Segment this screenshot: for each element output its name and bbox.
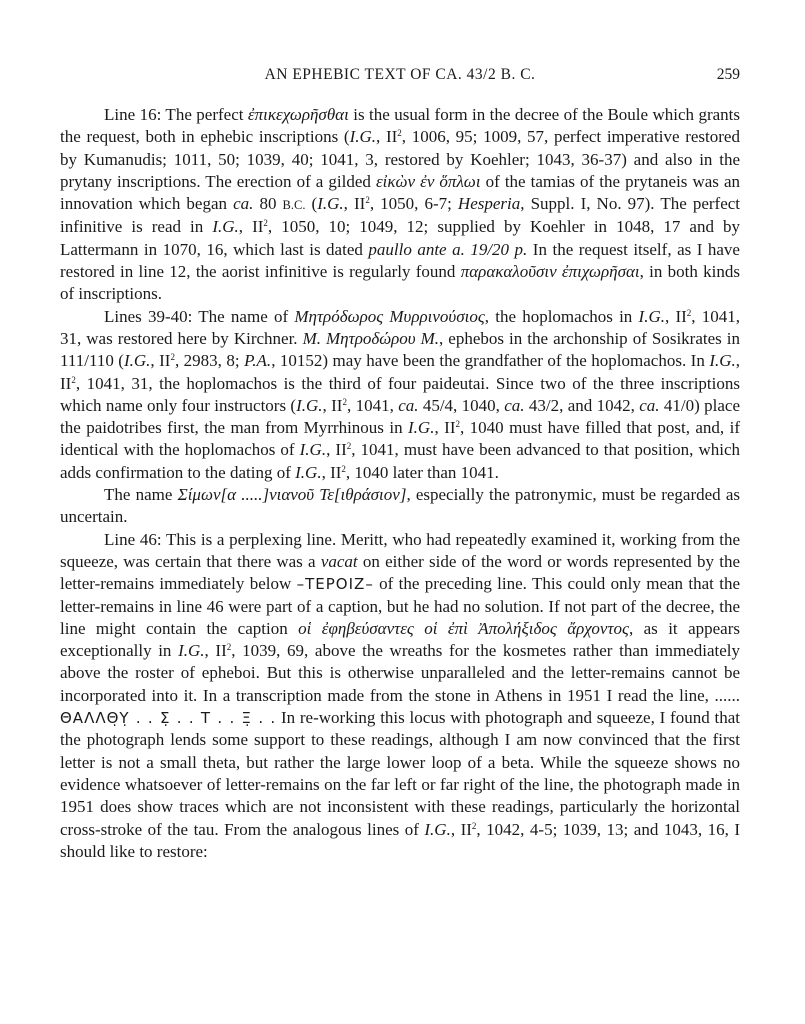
paragraph-lines-39-40: Lines 39-40: The name of Μητρόδωρος Μυρρινούσιος, the hoplomachos in I.G., $II^2$, 1041, 31, was restored here by Kirchner. Μ. Μητροδώρου Μ., ephebos in the archonship of Sosikrates in 111/110 (I.G., $II^2$, 2983, 8; P.A., 10152) may have been the grandfather of the hoplomachos. In I.G., $II^2$, 1041, 31, the hoplomachos is the third of four paideutai. Since two of the three inscriptions which name only four instructors (I.G., $II^2$, 1041, ca. 45/4, 1040, ca. 43/2, and 1042, ca. 41/0) place the paidotribes first, the man from Myrrhinous in I.G., $II^2$, 1040 must have filled that post, and, if identical with the hoplomachos of I.G., $II^2$, 1041, must have been advanced to that position, which adds confirmation to the dating of I.G., $II^2$, 1040 later than 1041. xyxy=(60,306,741,482)
paragraph-name-simon: The name Σίμων[α .....]νιανοῦ Τε[ιθράσιον], especially the patronymic, must be regarded as uncertain. xyxy=(60,485,740,527)
paragraph-line-16: Line 16: The perfect ἐπικεχωρῆσθαι is the usual form in the decree of the Boule which grants the request, both in ephebic inscriptions (I.G., $II^2$, 1006, 95; 1009, 57, perfect imperative restored by Kumanudis; 1011, 50; 1039, 40; 1041, 3, restored by Koehler; 1043, 36-37) and also in the prytany inscriptions. The erection of a gilded εἰκὼν ἐν ὅπλωι of the tamias of the prytaneis was an innovation which began ca. 80 B.C. (I.G., $II^2$, 1050, 6-7; Hesperia, Suppl. I, No. 97). The perfect infinitive is read in I.G., $II^2$, 1050, 10; 1049, 12; supplied by Koehler in 1048, 17 and by Lattermann in 1070, 16, which last is dated paullo ante a. 19/20 p. In the request itself, as I have restored in line 12, the aorist infinitive is regularly found παρακαλοῦσιν ἐπιχωρῆσαι, in both kinds of inscriptions. xyxy=(60,105,741,304)
greek-text: Μ. Μητροδώρου Μ. xyxy=(302,328,440,348)
greek-text: Μητρόδωρος Μυρρινούσιος xyxy=(294,306,485,326)
greek-text: Σίμων[α .....]νιανοῦ Τε[ιθράσιον] xyxy=(177,485,407,505)
greek-text: ἐπικεχωρῆσθαι xyxy=(247,105,349,124)
running-title: AN EPHEBIC TEXT OF CA. 43/2 B. C. xyxy=(264,66,536,83)
greek-text: οἱ ἐφηβεύσαντες οἱ ἐπὶ Ἀπολήξιδος ἄρχοντος xyxy=(298,618,629,638)
greek-text: εἰκὼν ἐν ὅπλωι xyxy=(375,171,481,191)
paragraph-line-46: Line 46: This is a perplexing line. Meritt, who had repeatedly examined it, working from the squeeze, was certain that there was a vacat on either side of the word or words represented by the letter-remains immediately below –ΤΕΡΟΙΖ– of the preceding line. This could only mean that the letter-remains in line 46 were part of a caption, but he had no solution. If not part of the decree, the line might contain the caption οἱ ἐφηβεύσαντες οἱ ἐπὶ Ἀπολήξιδος ἄρχοντος, as it appears exceptionally in I.G., $II^2$, 1039, 69, above the wreaths for the kosmetes rather than immediately above the roster of epheboi. But this is otherwise unparalleled and the letter-remains cannot be incorporated into it. In a transcription made from the stone in Athens in 1951 I read the line, ...... ΘΑΛΛΘ̣Υ̣ . . Σ̣ . . Τ . . Ξ̣ . . In re-working this locus with photograph and squeeze, I found that the photograph lends some support to these readings, although I am now convinced that the first letter is not a small theta, but rather the large lower loop of a beta. While the squeeze shows no evidence whatsoever of letter-remains on the far left or far right of the line, the photograph made in 1951 does show traces which are not inconsistent with these readings, particularly the horizontal cross-stroke of the tau. From the analogous lines of I.G., $II^2$, 1042, 4-5; 1039, 13; and 1043, 16, I should like to restore: xyxy=(60,529,741,861)
page-number: 259 xyxy=(716,66,740,83)
page-header xyxy=(60,66,740,86)
transcribed-reading: ΘΑΛΛΘ̣Υ̣ . . Σ̣ . . Τ . . Ξ̣ . . xyxy=(60,709,277,728)
greek-text: παρακαλοῦσιν ἐπιχωρῆσαι xyxy=(460,262,640,282)
body-text xyxy=(60,104,740,863)
letter-remains: –ΤΕΡΟΙΖ– xyxy=(296,575,374,594)
